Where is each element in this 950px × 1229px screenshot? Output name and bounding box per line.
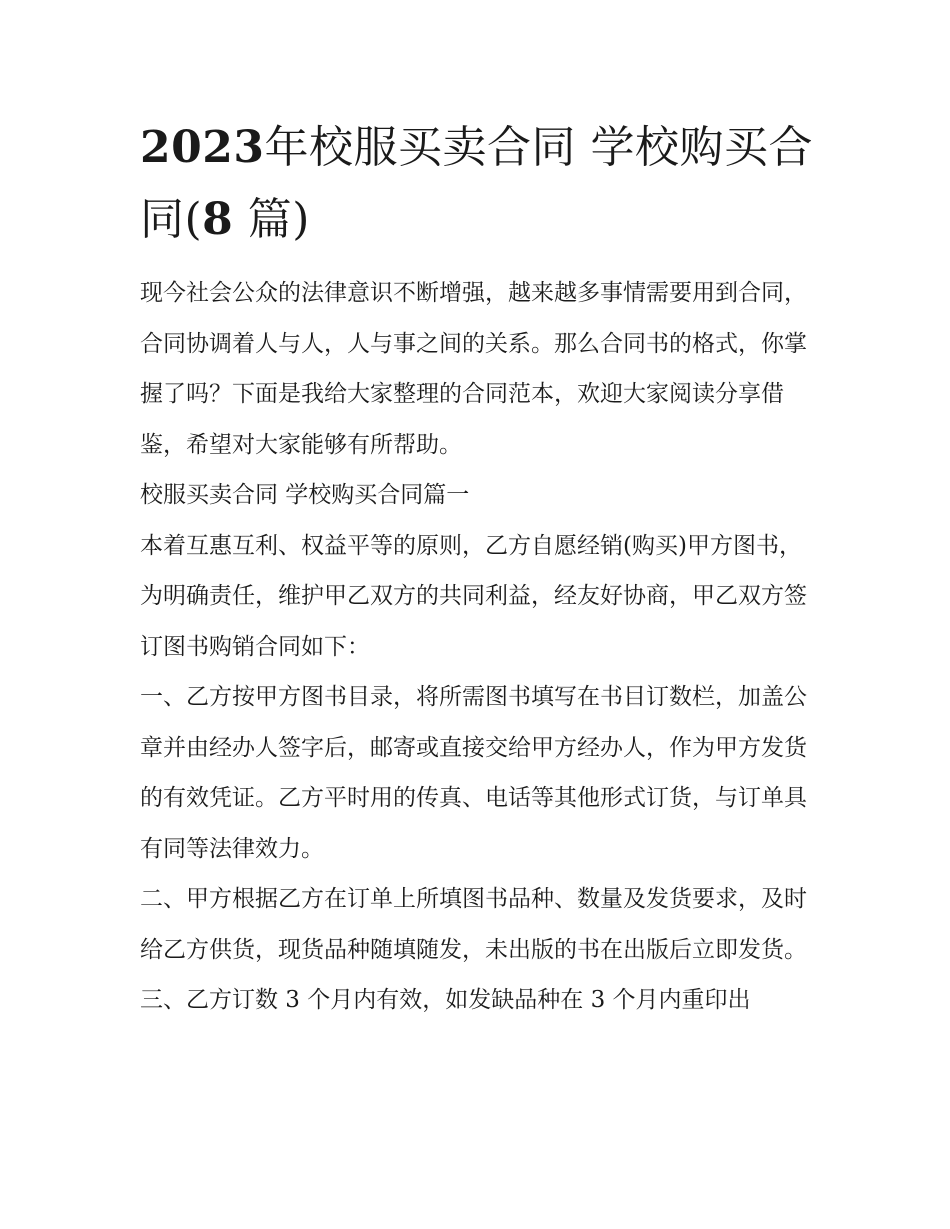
section-heading: 校服买卖合同 学校购买合同篇一 [140,482,470,508]
clause-2: 二、甲方根据乙方在订单上所填图书品种、数量及发货要求，及时给乙方供货，现货品种随填随发，未出版的书在出版后立即发货。 [140,886,807,963]
title-count: 8 [202,194,234,245]
title-year: 2023 [140,122,265,173]
clause-1: 一、乙方按甲方图书目录，将所需图书填写在书目订数栏，加盖公章并由经办人签字后，邮寄或直接交给甲方经办人，作为甲方发货的有效凭证。乙方平时用的传真、电话等其他形式订货，与订单具有同等法律效力。 [140,684,807,862]
title-text: 年校服买卖合同 学校购买合同( [140,122,813,245]
document-body [140,112,820,1026]
document-title [140,112,820,256]
intro-paragraph: 现今社会公众的法律意识不断增强，越来越多事情需要用到合同，合同协调着人与人，人与事之间的关系。那么合同书的格式，你掌握了吗？下面是我给大家整理的合同范本，欢迎大家阅读分享借鉴，希望对大家能够有所帮助。 [140,280,807,458]
clause-3: 三、乙方订数 3 个月内有效，如发缺品种在 3 个月内重印出 [140,987,751,1013]
contract-preamble: 本着互惠互利、权益平等的原则，乙方自愿经销(购买)甲方图书，为明确责任，维护甲乙双方的共同利益，经友好协商，甲乙双方签订图书购销合同如下： [140,532,807,660]
title-suffix: 篇) [233,194,310,245]
